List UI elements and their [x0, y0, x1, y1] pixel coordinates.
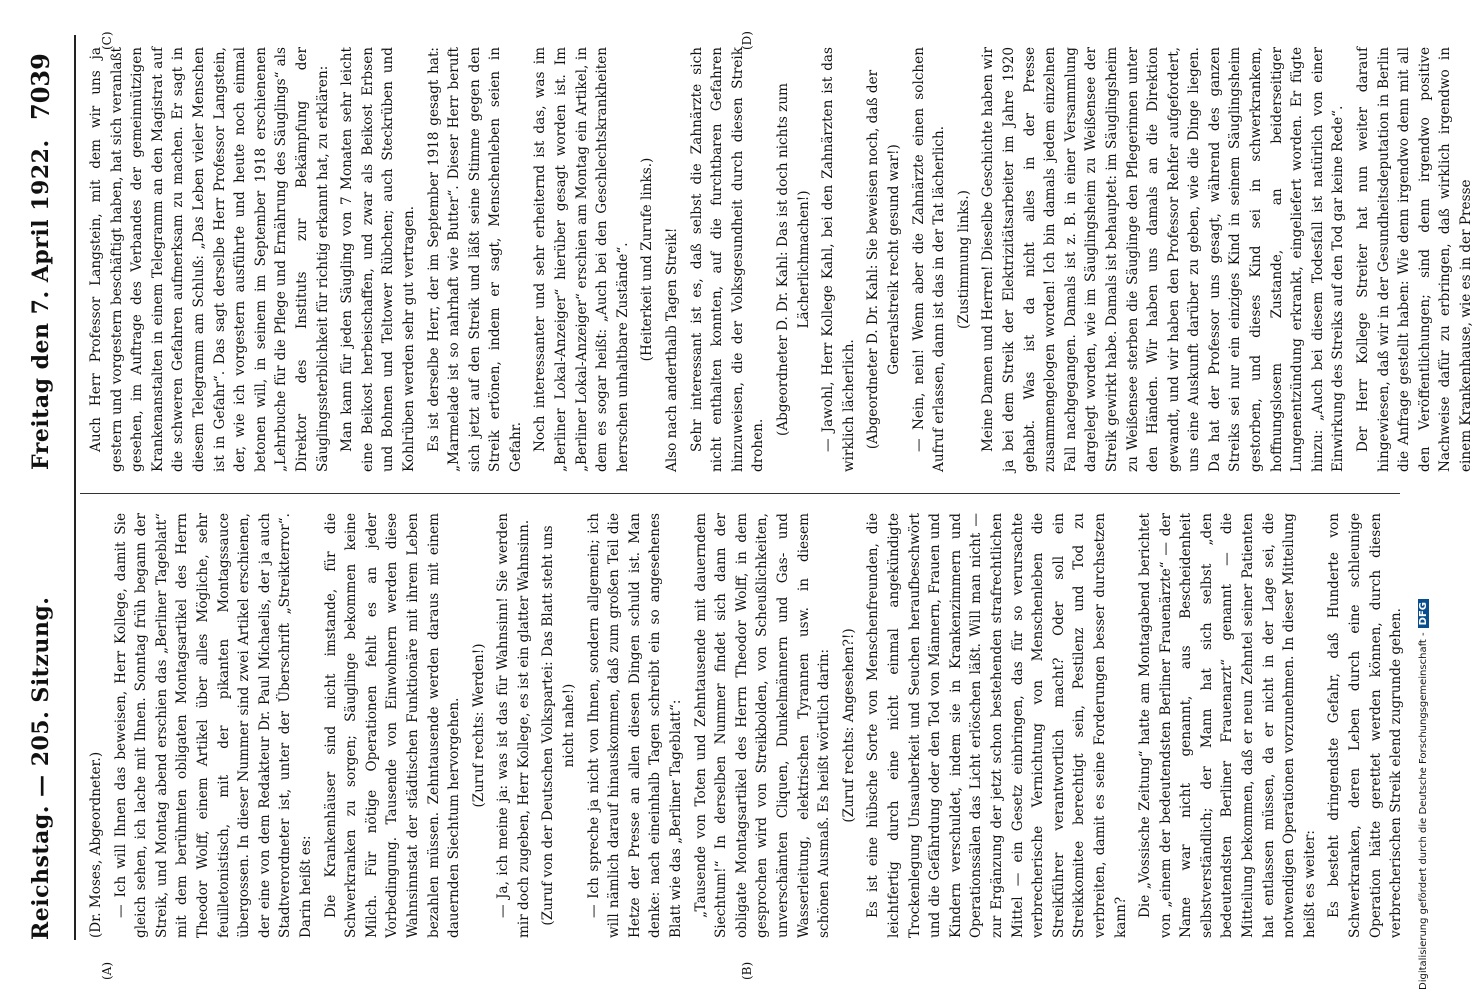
quote: Die Krankenhäuser sind nicht imstande, für die Schwerkranken zu sorgen; Säuglinge bekommen keine Milch. Für nötige Operationen fehlt es an jeder Vorbedingung. Tausende von Einwohnern werden diese Wahnsinnstat der städtischen Funktionäre mit ihrem Leben bezahlen müssen. Zehntausende werden daraus mit einem dauernden Siechtum hervorgehen. [322, 513, 463, 938]
quote: Man kann für jeden Säugling von 7 Monaten sehr leicht eine Beikost herbeischaffen, und zwar als Beikost Erbsen und Bohnen und Teltower Rübchen; auch Steckrüben und Kohlrüben werden sehr gut vertragen. [339, 47, 417, 472]
quote: Es besteht dringendste Gefahr, daß Hunderte von Schwerkranken, deren Leben durch eine schleunige Operation hätte gerettet werden können, durch diesen verbrecherischen Streik elend zugrunde gehen. [1326, 513, 1405, 938]
paragraph: — Nein, nein! Wenn aber die Zahnärzte einen solchen Aufruf erlassen, dann ist das in der Tat lächerlich. [910, 47, 948, 472]
interjection: (Zuruf rechts: Werden!) [470, 643, 487, 808]
paragraph: Es ist derselbe Herr, der im September 1918 gesagt hat: „Marmelade ist so nahrhaft wie Butter“. Dieser Herr beruft sich jetzt auf den Streik und läßt seine Stimme gegen den Streik ertönen, indem er sagt, Menschenleben seien in Gefahr. [425, 47, 524, 472]
dfg-logo: DFG [1418, 599, 1429, 628]
page-number: 7039 [26, 53, 55, 120]
paragraph: (Dr. Moses, Abgeordneter.) [88, 751, 104, 938]
paragraph: Die „Vossische Zeitung“ hatte am Montagabend berichtet von „einem der bedeutendsten Berliner Frauenärzte“ — der Name war nicht genannt, aus Bescheidenheit selbstverständlich; der Mann hat sich selbst „den bedeutendsten Berliner Frauenarzt“ genannt — die Mitteilung bekommen, daß er neun Zehntel seiner Patienten hat entlassen müssen, da er nicht in der Lage sei, die notwendigen Operationen vorzunehmen. In dieser Mitteilung heißt es weiter: [1137, 513, 1318, 938]
margin-letter-a: (A) [100, 961, 114, 980]
header-rule [74, 35, 76, 940]
interjection: (Zuruf von der Deutschen Volkspartei: Das Blatt steht uns nicht nahe!) [540, 525, 578, 926]
side-note: Digitalisierung gefördert durch die Deutsche Forschungsgemeinschaft - [1418, 632, 1429, 990]
side-credit [1418, 10, 1432, 990]
margin-letter-b: (B) [740, 961, 754, 980]
paragraph: Auch Herr Professor Langstein, mit dem wir uns ja gestern und vorgestern beschäftigt haben, hat sich veranlaßt gesehen, im Auftrage des Verbandes der gemeinnützigen Krankenanstalten in einem Telegramm an den Magistrat auf die schweren Gefahren aufmerksam zu machen. Er sagt in diesem Telegramm am Schluß: „Das Leben vieler Menschen ist in Gefahr“. Das sagt derselbe Herr Professor Langstein, der, wie ich vorgestern ausführte und heute noch einmal betonen will, in seinem im September 1918 erschienenen „Lehrbuche für die Pflege und Ernährung des Säuglings“ als Direktor des Instituts zur Bekämpfung der Säuglingssterblichkeit für richtig erkannt hat, zu erklären: [88, 47, 331, 472]
paragraph: Also nach anderthalb Tagen Streik! [664, 227, 681, 472]
quote: „Tausende von Toten und Zehntausende mit dauerndem Siechtum!“ In derselben Nummer findet sich dann der obligate Montagsartikel des Herrn Theodor Wolff, in dem gesprochen wird von Streikbolden, von Scheußlichkeiten, unverschämten Cliquen, Dunkelmännern und Gas- und Wasserleitung, elektrischen Tyrannen usw. in diesem schönen Ausmaß. Es heißt wörtlich darin: [692, 513, 833, 938]
header-right: Freitag den 7. April 1922. [28, 139, 54, 470]
interjection: (Heiterkeit und Zurufe links.) [639, 157, 656, 362]
paragraph: — Ja, ich meine ja: was ist das für Wahnsinn! Sie werden mir doch zugeben, Herr Kollege, es ist ein glatter Wahnsinn. [495, 513, 532, 938]
paragraph: Noch interessanter und sehr erheiternd ist das, was im „Berliner Lokal-Anzeiger“ hierüber gesagt worden ist. Im „Berliner Lokal-Anzeiger“ erschien am Montag ein Artikel, in dem es sogar heißt: „Auch bei den Geschlechtskrankheiten herrschen unhaltbare Zustände“. [532, 47, 631, 472]
side-credit-text [1418, 10, 1429, 990]
paragraph: — Ich will Ihnen das beweisen, Herr Kollege, damit Sie gleich sehen, ich lache mit Ihnen. Sonntag früh begann der Streik, und Montag abend erschien das „Berliner Tageblatt“ mit dem berühmten obligaten Montagsartikel des Herrn Theodor Wolff, einem Artikel über alles Mögliche, sehr feuilletonistisch, mit der pikanten Montagssauce übergossen. In dieser Nummer sind zwei Artikel erschienen, der eine von dem Redakteur Dr. Paul Michaelis, der ja auch Stadtverordneter ist, unter der Überschrift „Streikterror“. Darin heißt es: [112, 513, 314, 938]
interjection: (Abgeordneter D. Dr. Kahl: Das ist doch nichts zum Lächerlichmachen!) [775, 83, 812, 436]
column-divider [80, 493, 1400, 494]
paragraph: Sehr interessant ist es, daß selbst die Zahnärzte sich nicht enthalten konnten, auf die furchtbaren Gefahren hinzuweisen, die der Volksgesundheit durch diesen Streik drohen. [688, 47, 767, 472]
interjection: (Abgeordneter D. Dr. Kahl: Sie beweisen noch, daß der Generalstreik recht gesund war!) [865, 69, 902, 450]
margin-letter-c: (C) [100, 31, 114, 50]
paragraph: — Jawohl, Herr Kollege Kahl, bei den Zahnärzten ist das wirklich lächerlich. [820, 47, 857, 472]
margin-letter-d: (D) [740, 31, 754, 50]
interjection: (Zuruf rechts: Angesehen?!) [840, 628, 857, 823]
quote: Es ist eine hübsche Sorte von Menschenfreunden, die leichtfertig durch eine nicht einmal angekündigte Trockenlegung Unsauberkeit und Seuchen heraufbeschwört und die Gefährdung oder den Tod von Männern, Frauen und Kindern verschuldet, indem sie in Krankenzimmern und Operationssälen das Licht erlöschen läßt. Will man nicht — zur Ergänzung der jetzt schon bestehenden strafrechtlichen Mittel — ein Gesetz einbringen, das für so verursachte verbrecherische Vernichtung von Menschenleben die Streikführer verantwortlich macht? Oder soll ein Streikkomitee berechtigt sein, Pestilenz und Tod zu verbreiten, damit es seine Forderungen besser durchsetzen kann? [865, 513, 1129, 938]
interjection: (Zustimmung links.) [955, 190, 972, 329]
header-left: Reichstag. — 205. Sitzung. [28, 596, 54, 940]
right-column [86, 47, 1481, 472]
left-column [86, 513, 1411, 938]
paragraph: Der Herr Kollege Streiter hat nun weiter darauf hingewiesen, daß wir in der Gesundheitsdeputation in Berlin die Anfrage gestellt haben: Wie denn irgendwo denn mit all den Veröffentlichungen; sind denn irgendwo positive Nachweise dafür zu erbringen, daß wirklich irgendwo in einem Krankenhause, wie es in der Presse [1355, 47, 1474, 472]
paragraph: — Ich spreche ja nicht von Ihnen, sondern allgemein; ich will nämlich darauf hinauskommen, daß zum großen Teil die Hetze der Presse an allen diesen Dingen schuld ist. Man denke: nach eineinhalb Tagen schreibt ein so angesehenes Blatt wie das „Berliner Tageblatt“: [585, 513, 685, 938]
paragraph: Meine Damen und Herren! Dieselbe Geschichte haben wir ja bei dem Streik der Elektrizitätsarbeiter im Jahre 1920 gehabt. Was ist da nicht alles in der Presse zusammengelogen worden! Ich bin damals jedem einzelnen Fall nachgegangen. Damals ist z. B. in einer Versammlung dargelegt worden, wie im Säuglingsheim zu Weißensee der Streik gewirkt habe. Damals ist behauptet: im Säuglingsheim zu Weißensee sterben die Säuglinge den Pflegerinnen unter den Händen. Wir haben uns damals an die Direktion gewandt, und wir haben den Professor Rehfer aufgefordert, uns eine Auskunft darüber zu geben, wie die Dinge liegen. Da hat der Professor uns gesagt, während des ganzen Streiks sei nur ein einziges Kind in seinem Säuglingsheim gestorben, und dieses Kind sei in schwerkrankem, hoffnungslosem Zustande, an beiderseitiger Lungenentzündung erkrankt, eingeliefert worden. Er fügte hinzu: „Auch bei diesem Todesfall ist natürlich von einer Einwirkung des Streiks auf den Tod gar keine Rede“. [980, 46, 1347, 472]
